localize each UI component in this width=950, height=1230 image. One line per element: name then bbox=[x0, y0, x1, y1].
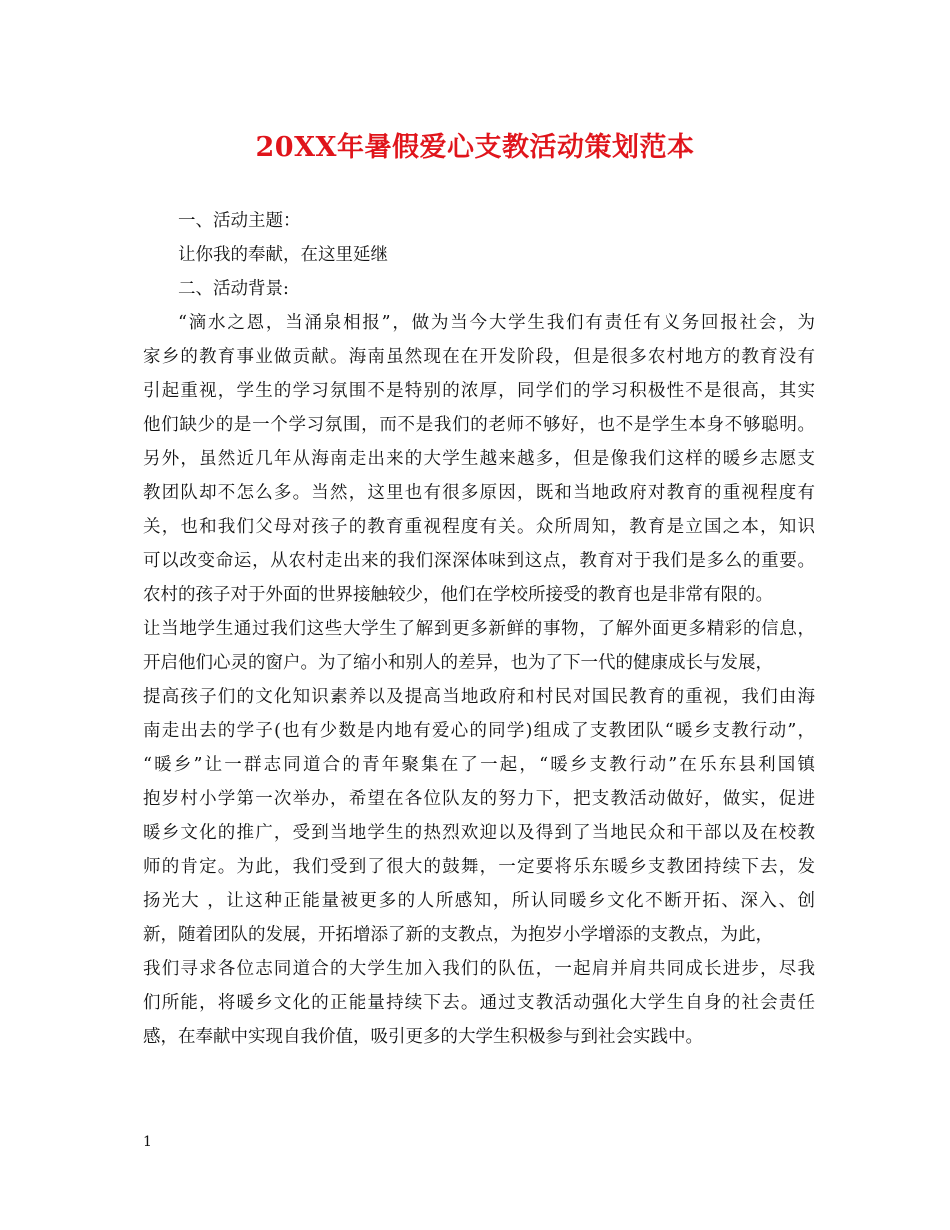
paragraph-line: 家乡的教育事业做贡献。海南虽然现在在开发阶段，但是很多农村地方的教育没有 bbox=[143, 347, 815, 367]
paragraph-line: 关，也和我们父母对孩子的教育重视程度有关。众所周知，教育是立国之本，知识 bbox=[143, 517, 815, 537]
paragraph-line: 让当地学生通过我们这些大学生了解到更多新鲜的事物，了解外面更多精彩的信息， bbox=[143, 619, 815, 639]
paragraph-line: 他们缺少的是一个学习氛围，而不是我们的老师不够好，也不是学生本身不够聪明。 bbox=[143, 415, 815, 435]
paragraph-line: 师的肯定。为此，我们受到了很大的鼓舞，一定要将乐东暖乡支教团持续下去，发 bbox=[143, 857, 815, 877]
paragraph-line: 南走出去的学子(也有少数是内地有爱心的同学)组成了支教团队“暖乡支教行动”， bbox=[143, 721, 815, 741]
paragraph-line: 感，在奉献中实现自我价值，吸引更多的大学生积极参与到社会实践中。 bbox=[143, 1027, 703, 1047]
paragraph-line: “滴水之恩，当涌泉相报”，做为当今大学生我们有责任有义务回报社会，为 bbox=[178, 313, 815, 333]
paragraph-line: 我们寻求各位志同道合的大学生加入我们的队伍，一起肩并肩共同成长进步，尽我 bbox=[143, 959, 815, 979]
document-body bbox=[143, 204, 815, 1054]
paragraph-line: 们所能，将暖乡文化的正能量持续下去。通过支教活动强化大学生自身的社会责任 bbox=[143, 993, 815, 1013]
document-title: 20XX年暑假爱心支教活动策划范本 bbox=[255, 132, 695, 163]
paragraph-line: 暖乡文化的推广，受到当地学生的热烈欢迎以及得到了当地民众和干部以及在校教 bbox=[143, 823, 815, 843]
paragraph-line: 提高孩子们的文化知识素养以及提高当地政府和村民对国民教育的重视，我们由海 bbox=[143, 687, 815, 707]
paragraph-line: 可以改变命运，从农村走出来的我们深深体味到这点，教育对于我们是多么的重要。 bbox=[143, 551, 815, 571]
paragraph-line: 开启他们心灵的窗户。为了缩小和别人的差异，也为了下一代的健康成长与发展， bbox=[143, 653, 773, 673]
paragraph-line: 教团队却不怎么多。当然，这里也有很多原因，既和当地政府对教育的重视程度有 bbox=[143, 483, 815, 503]
paragraph-line: 扬光大 ，让这种正能量被更多的人所感知，所认同暖乡文化不断开拓、深入、创 bbox=[143, 891, 815, 911]
paragraph-line: 抱岁村小学第一次举办，希望在各位队友的努力下，把支教活动做好，做实，促进 bbox=[143, 789, 815, 809]
paragraph-line: 另外，虽然近几年从海南走出来的大学生越来越多，但是像我们这样的暖乡志愿支 bbox=[143, 449, 815, 469]
section-heading-background: 二、活动背景: bbox=[178, 279, 289, 299]
theme-text: 让你我的奉献，在这里延继 bbox=[178, 245, 388, 265]
page-number: 1 bbox=[143, 1134, 152, 1150]
paragraph-line: 农村的孩子对于外面的世界接触较少，他们在学校所接受的教育也是非常有限的。 bbox=[143, 585, 773, 605]
section-heading-theme: 一、活动主题： bbox=[178, 211, 301, 231]
paragraph-line: “暖乡”让一群志同道合的青年聚集在了一起，“暖乡支教行动”在乐东县利国镇 bbox=[143, 755, 815, 775]
paragraph-line: 新，随着团队的发展，开拓增添了新的支教点，为抱岁小学增添的支教点，为此， bbox=[143, 925, 773, 945]
paragraph-line: 引起重视，学生的学习氛围不是特别的浓厚，同学们的学习积极性不是很高，其实 bbox=[143, 381, 815, 401]
